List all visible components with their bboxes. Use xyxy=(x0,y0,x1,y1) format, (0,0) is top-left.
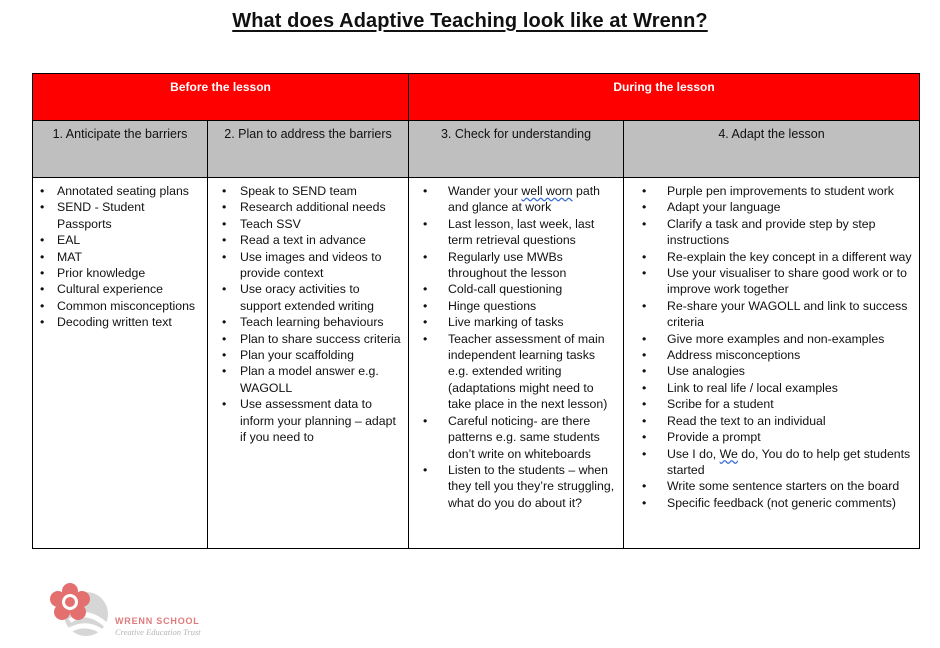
list-item: • MAT xyxy=(33,249,201,265)
plan-list xyxy=(208,178,408,446)
list-item: • Last lesson, last week, last term retrieval questions xyxy=(409,216,617,249)
adaptive-teaching-table xyxy=(32,73,920,549)
list-item: • Read the text to an individual xyxy=(624,413,913,429)
list-item: • Speak to SEND team xyxy=(208,183,402,199)
list-item: • Annotated seating plans xyxy=(33,183,201,199)
list-item: • Write some sentence starters on the board xyxy=(624,478,913,494)
school-name: WRENN SCHOOL xyxy=(115,616,200,626)
page-title: What does Adaptive Teaching look like at Wrenn? xyxy=(232,10,708,32)
phase-before-label: Before the lesson xyxy=(170,80,271,94)
column-heading-anticipate: 1. Anticipate the barriers xyxy=(33,121,208,178)
list-item: • Use analogies xyxy=(624,363,913,379)
list-item: • Use your visualiser to share good work or to improve work together xyxy=(624,265,913,298)
list-item: • Scribe for a student xyxy=(624,396,913,412)
list-item: • Listen to the students – when they tell you they’re struggling, what do you do about it? xyxy=(409,462,617,511)
list-item: • Plan a model answer e.g. WAGOLL xyxy=(208,363,402,396)
list-item: • Use assessment data to inform your planning – adapt if you need to xyxy=(208,396,402,445)
list-item: • Re-share your WAGOLL and link to success criteria xyxy=(624,298,913,331)
list-item: • Regularly use MWBs throughout the lesson xyxy=(409,249,617,282)
list-item: • Plan to share success criteria xyxy=(208,331,402,347)
list-item: • Teacher assessment of main independent learning tasks e.g. extended writing (adaptations might need to take place in the next lesson) xyxy=(409,331,617,413)
list-item: • Give more examples and non-examples xyxy=(624,331,913,347)
column-heading-check: 3. Check for understanding xyxy=(409,121,624,178)
list-item: • Use images and videos to provide context xyxy=(208,249,402,282)
list-item: • Re-explain the key concept in a different way xyxy=(624,249,913,265)
check-list xyxy=(409,178,623,511)
list-item: • Specific feedback (not generic comments) xyxy=(624,495,913,511)
list-item: • Plan your scaffolding xyxy=(208,347,402,363)
list-item: • Use oracy activities to support extended writing xyxy=(208,281,402,314)
list-item: • Read a text in advance xyxy=(208,232,402,248)
list-item: • Adapt your language xyxy=(624,199,913,215)
anticipate-cell xyxy=(33,178,208,549)
list-item: • Teach learning behaviours xyxy=(208,314,402,330)
adapt-cell xyxy=(624,178,920,549)
list-item: • Prior knowledge xyxy=(33,265,201,281)
school-trust: Creative Education Trust xyxy=(115,627,201,637)
phase-during-label: During the lesson xyxy=(613,80,715,94)
list-item: • Provide a prompt xyxy=(624,429,913,445)
list-item: • Live marking of tasks xyxy=(409,314,617,330)
list-item: • Cultural experience xyxy=(33,281,201,297)
column-heading-plan: 2. Plan to address the barriers xyxy=(208,121,409,178)
list-item: • EAL xyxy=(33,232,201,248)
adapt-list xyxy=(624,178,919,511)
list-item: • Cold-call questioning xyxy=(409,281,617,297)
list-item: • Clarify a task and provide step by step instructions xyxy=(624,216,913,249)
column-heading-adapt: 4. Adapt the lesson xyxy=(624,121,920,178)
list-item: • Use I do, We do, You do to help get students started xyxy=(624,446,913,479)
phase-before-header xyxy=(33,74,409,121)
phase-during-header xyxy=(409,74,920,121)
list-item: • Wander your well worn path and glance at work xyxy=(409,183,617,216)
plan-cell xyxy=(208,178,409,549)
check-cell xyxy=(409,178,624,549)
list-item: • Hinge questions xyxy=(409,298,617,314)
list-item: • Decoding written text xyxy=(33,314,201,330)
list-item: • SEND - Student Passports xyxy=(33,199,201,232)
list-item: • Purple pen improvements to student work xyxy=(624,183,913,199)
list-item: • Careful noticing- are there patterns e.g. same students don’t write on whiteboards xyxy=(409,413,617,462)
list-item: • Teach SSV xyxy=(208,216,402,232)
anticipate-list xyxy=(33,178,207,331)
column-heading-row xyxy=(33,121,920,178)
list-item: • Common misconceptions xyxy=(33,298,201,314)
list-item: • Address misconceptions xyxy=(624,347,913,363)
list-item: • Research additional needs xyxy=(208,199,402,215)
items-row xyxy=(33,178,920,549)
phase-row xyxy=(33,74,920,121)
list-item: • Link to real life / local examples xyxy=(624,380,913,396)
